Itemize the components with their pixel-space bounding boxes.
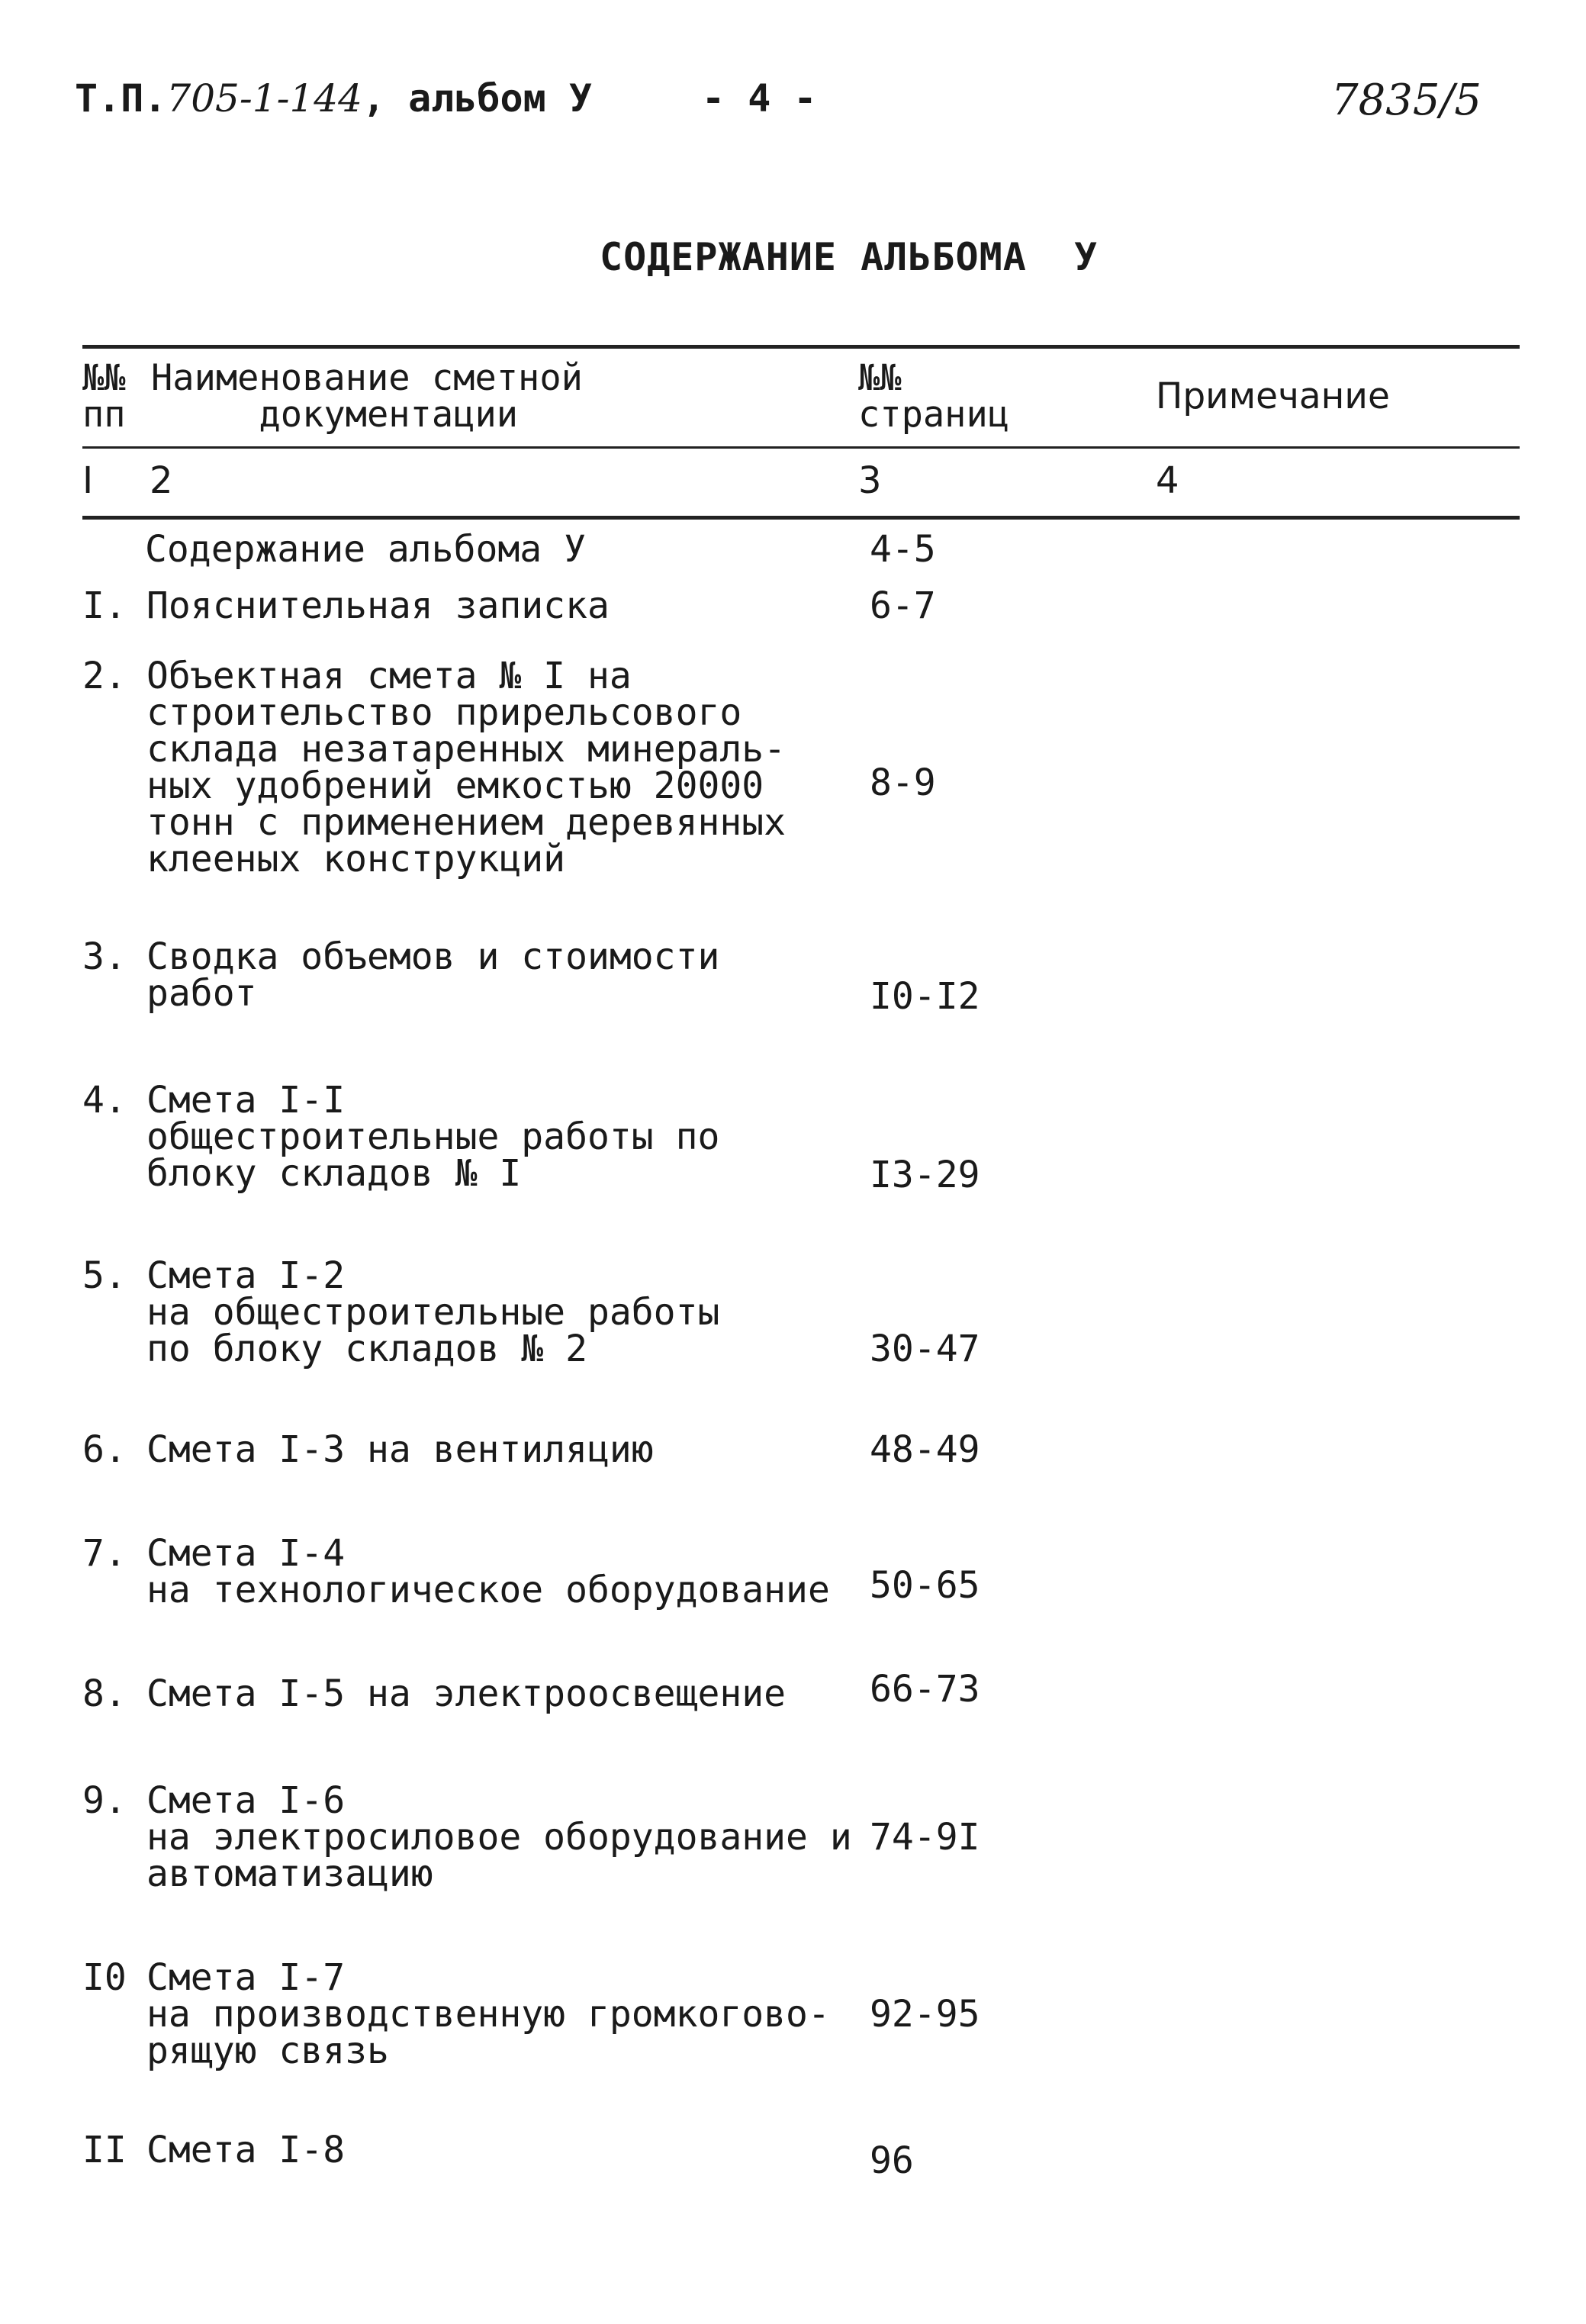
row-number: I. (82, 584, 127, 627)
col-number-4: 4 (1156, 459, 1179, 502)
row-number: 8. (82, 1672, 127, 1715)
row-title: Смета I-I общестроительные работы по блоку складов № I (146, 1079, 720, 1195)
row-pages: 8-9 (870, 761, 936, 804)
col-header-name: Наименование сметной документации (151, 357, 583, 436)
album-label: , альбом У (362, 76, 592, 121)
row-pages: 92-95 (870, 1993, 980, 2036)
col-header-number: №№ пп (82, 357, 126, 436)
col-header-pages: №№ страниц (858, 357, 1010, 436)
row-number: 2. (82, 655, 127, 697)
row-title: Смета I-4 на технологическое оборудование (146, 1532, 830, 1611)
row-title: Сводка объемов и стоимости работ (146, 935, 720, 1015)
row-pages: 48-49 (870, 1428, 980, 1471)
row-number: 4. (82, 1079, 127, 1122)
row-pages: 50-65 (870, 1564, 980, 1607)
inventory-number: 7835/5 (1331, 76, 1482, 125)
row-number: 7. (82, 1532, 127, 1575)
col-number-3: 3 (858, 459, 882, 502)
col-number-1: I (82, 459, 94, 502)
row-number: 6. (82, 1428, 127, 1471)
row-title: Смета I-6 на электросиловое оборудование и автоматизацию (146, 1779, 852, 1895)
row-title: Смета I-8 (146, 2129, 346, 2171)
row-title: Смета I-2 на общестроительные работы по блоку складов № 2 (146, 1254, 720, 1370)
row-number: 9. (82, 1779, 127, 1822)
col-number-2: 2 (150, 459, 173, 502)
header-bottom-rule (82, 516, 1520, 520)
doc-code (75, 76, 592, 121)
col-header-note: Примечание (1156, 375, 1390, 417)
row-title: Смета I-3 на вентиляцию (146, 1428, 654, 1471)
page-marker: - 4 - (702, 76, 817, 121)
row-pages: 66-73 (870, 1668, 980, 1711)
page-title: СОДЕРЖАНИЕ АЛЬБОМА У (600, 235, 1099, 279)
row-number: 3. (82, 935, 127, 978)
row-number: I0 (82, 1956, 127, 1999)
row-pages: 96 (870, 2139, 914, 2182)
row-title: Смета I-5 на электроосвещение (146, 1672, 787, 1715)
row-number: II (82, 2129, 127, 2171)
row-pages: I3-29 (870, 1154, 980, 1196)
row-title: Пояснительная записка (146, 584, 610, 627)
row-number: 5. (82, 1254, 127, 1297)
row-pages: 30-47 (870, 1328, 980, 1370)
doc-prefix: Т.П. (75, 76, 167, 121)
table-top-rule (82, 345, 1520, 349)
row-pages: 4-5 (870, 528, 936, 571)
row-title: Объектная смета № I на строительство прирельсового склада незатаренных минераль- ных удобрений емкостью 20000 тонн с применением деревянных клееных конструкций (146, 655, 787, 880)
row-pages: 6-7 (870, 584, 936, 627)
row-title: Содержание альбома У (145, 528, 586, 571)
row-pages: 74-9I (870, 1816, 980, 1859)
project-number: 705-1-144 (166, 76, 362, 121)
row-pages: I0-I2 (870, 975, 980, 1018)
row-title: Смета I-7 на производственную громкогово- рящую связь (146, 1956, 830, 2072)
header-divider-rule (82, 446, 1520, 449)
